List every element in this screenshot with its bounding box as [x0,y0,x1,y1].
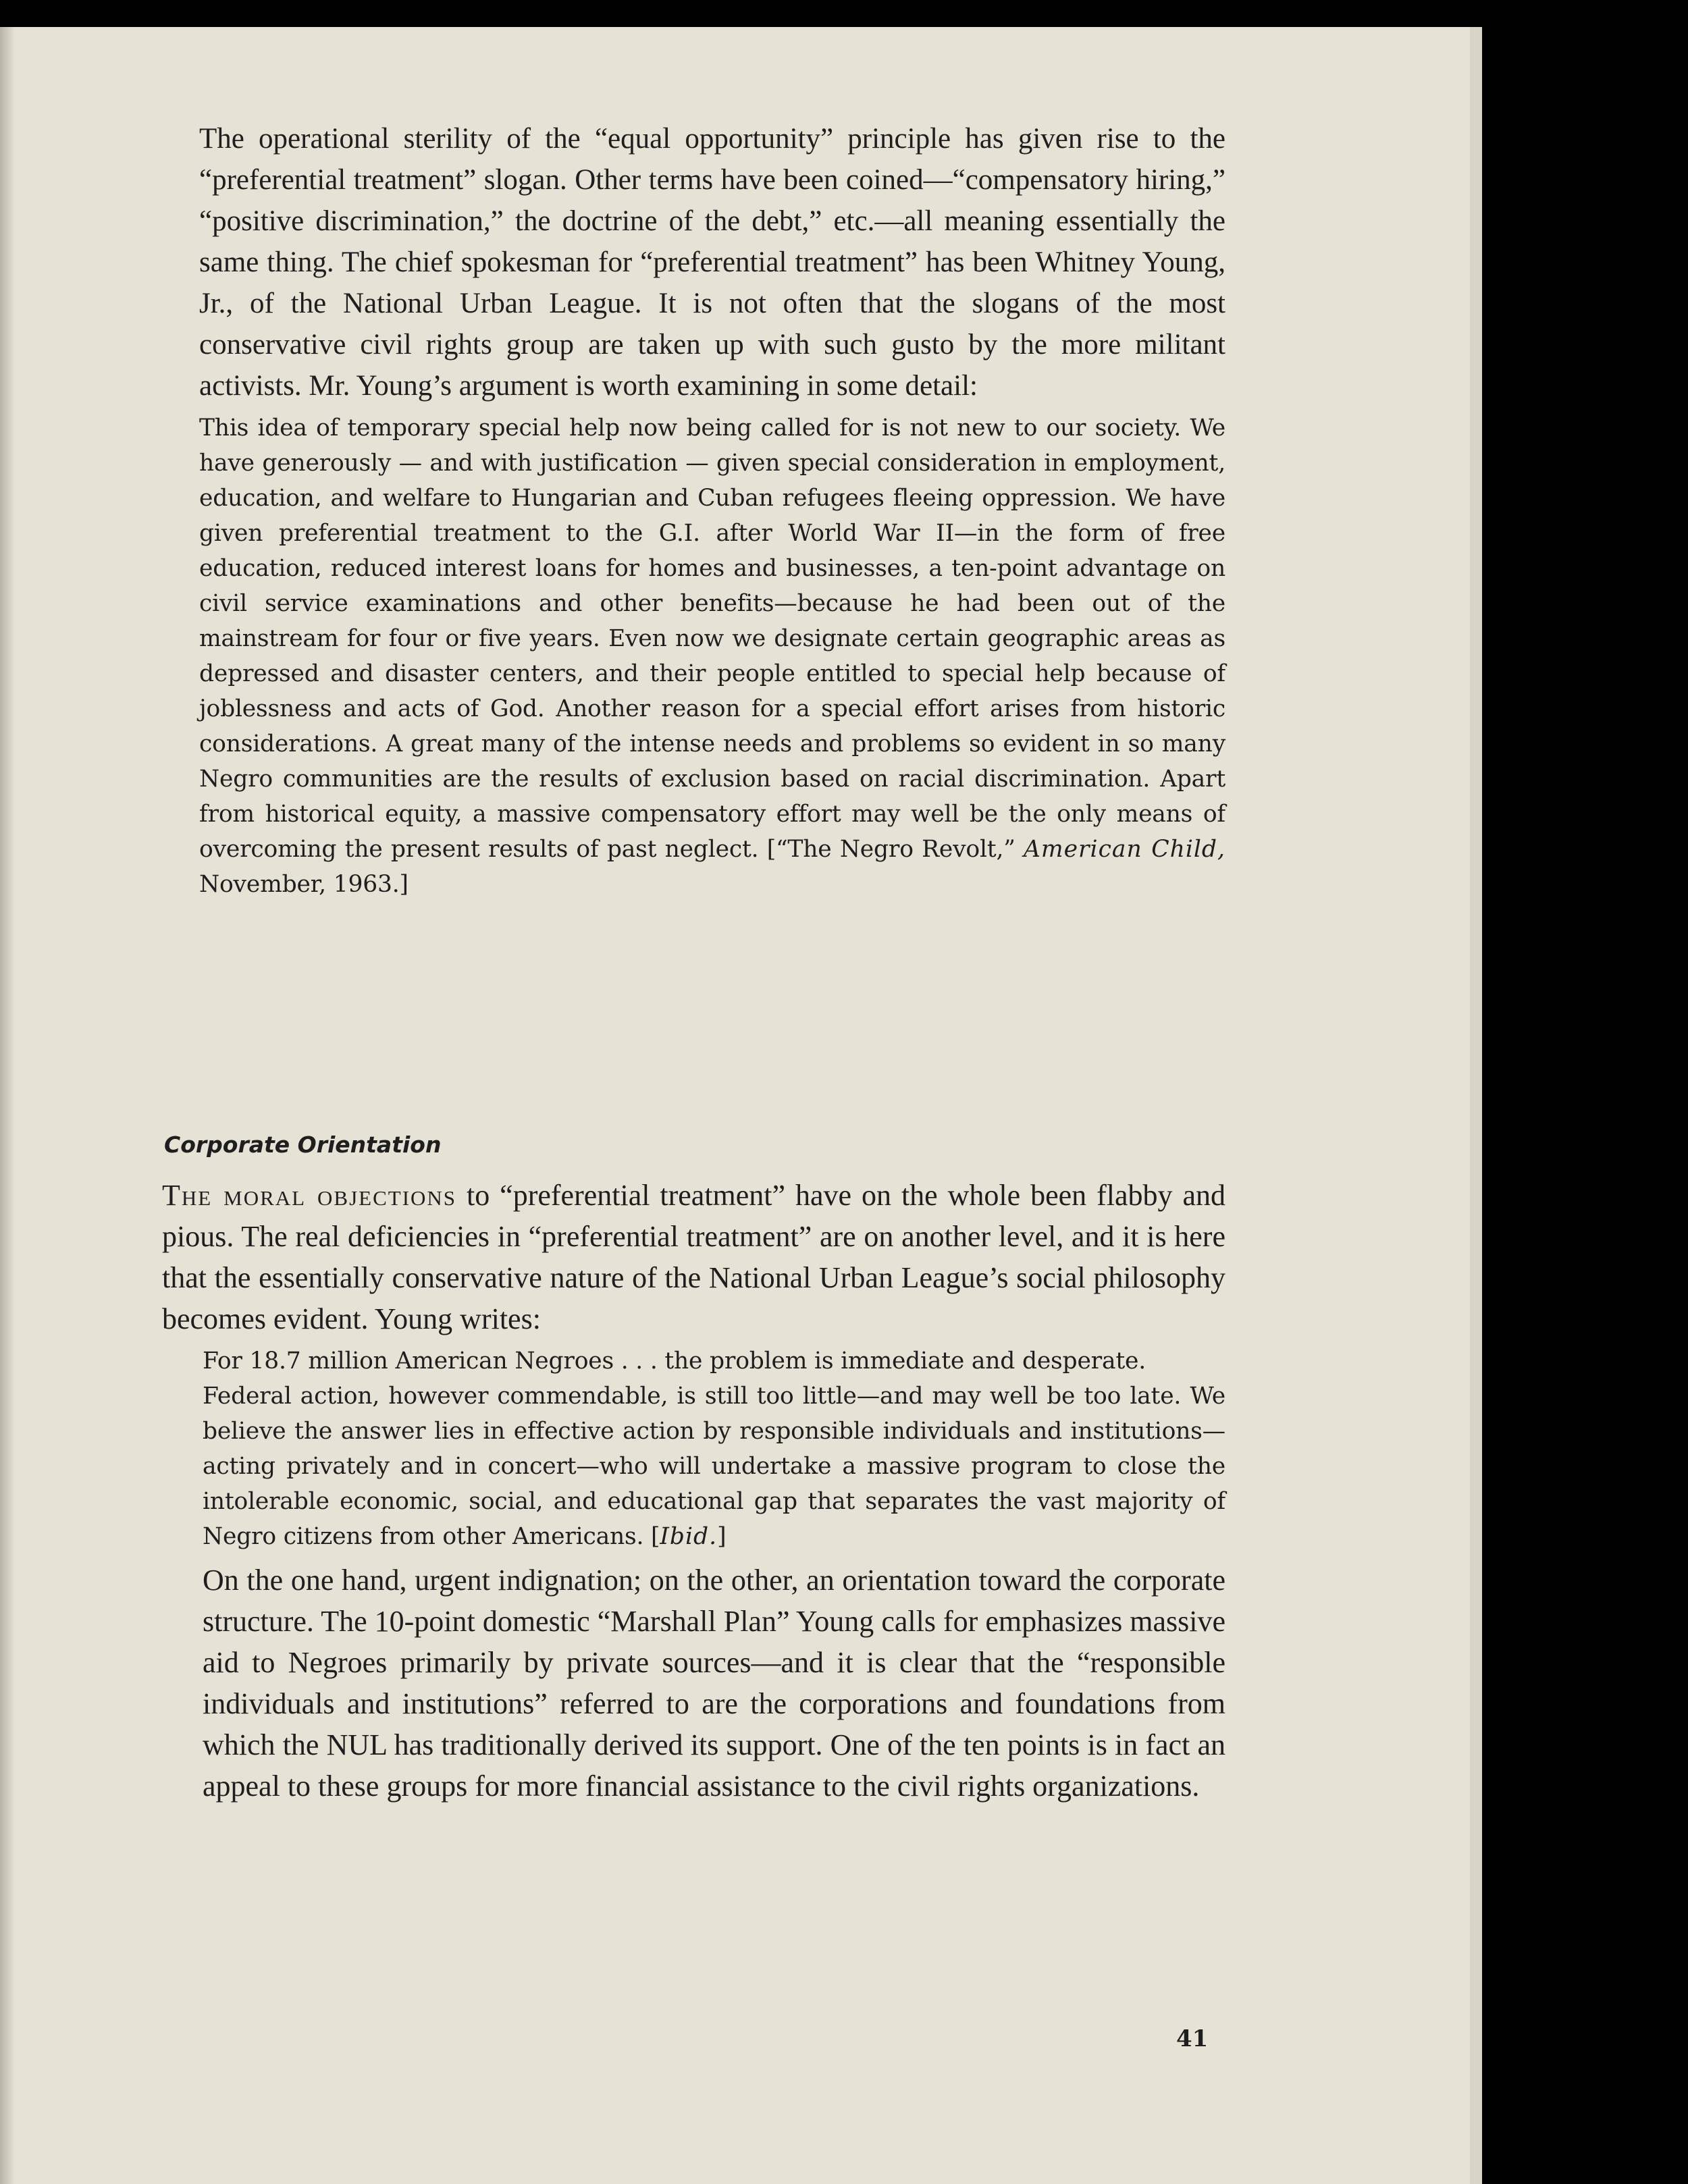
intro-paragraph: The operational sterility of the “equal opportunity” principle has given rise to the “preferential treatment” slogan. Other terms have been coined—“compensatory hiring,” “positive discrimination,” the doctrine of the debt,” etc.—all meaning essentially the same thing. The chief spokesman for “preferential treatment” has been Whitney Young, Jr., of the National Urban League. It is not often that the slogans of the most conservative civil rights group are taken up with such gusto by the more militant activists. Mr. Young’s argument is worth examining in some detail: [199,123,1225,402]
section-body [162,1175,1225,1807]
quote-line-1: For 18.7 million American Negroes . . . the problem is immediate and desperate. [203,1348,1146,1375]
lead-in: The moral objections [162,1179,457,1212]
closing-paragraph: On the one hand, urgent indignation; on the other, an orientation toward the corporate structure. The 10-point domestic “Marshall Plan” Young calls for emphasizes massive aid to Negroes primarily by private sources—and it is clear that the “responsible individuals and institutions” referred to are the corporations and foundations from which the NUL has traditionally derived its support. One of the ten points is in fact an appeal to these groups for more financial assistance to the civil rights organizations. [203,1564,1225,1803]
young-quote-text: This idea of temporary special help now being called for is not new to our society. We have generously — and with justification — given special consideration in employment, education, and welfare to Hungarian and Cuban refugees fleeing oppression. We have given preferential treatment to the G.I. after World War II—in the form of free education, reduced interest loans for homes and businesses, a ten-point advantage on civil service examinations and other benefits—because he had been out of the mainstream for four or five years. Even now we designate certain geographic areas as depressed and disaster centers, and their people entitled to special help because of joblessness and acts of God. Another reason for a special effort arises from historic considerations. A great many of the intense needs and problems so evident in so many Negro communities are the results of exclusion based on racial discrimination. Apart from historical equity, a massive compensatory effort may well be the only means of overcoming the present results of past neglect. [“The Negro Revolt,” [199,415,1225,863]
young-quote-body [199,410,1225,902]
quote-source-title: American Child, [1024,836,1225,863]
page-gutter [0,27,15,2184]
quote-line-2 [203,1379,1225,1554]
section-paragraph [162,1175,1225,1339]
ibid-citation: Ibid. [660,1523,718,1550]
young-quote-2 [203,1343,1225,1554]
section-heading: Corporate Orientation [164,1131,442,1158]
intro-block [199,118,1225,902]
quote-2-text: Federal action, however commendable, is still too little—and may well be too late. We believe the answer lies in effective action by responsible individuals and institutions—acting privately and in concert—who will undertake a massive program to close the intolerable economic, social, and educational gap that separates the vast majority of Negro citizens from other Americans. [ [203,1383,1225,1550]
page-number: 41 [1176,2025,1209,2052]
young-quote [199,410,1225,902]
book-page [0,27,1482,2184]
section-paragraph-text: to “preferential treatment” have on the whole been flabby and pious. The real deficiencies in “preferential treatment” are on another level, and it is here that the essentially conservative nature of the National Urban League’s social philosophy becomes evident. Young writes: [162,1179,1225,1335]
quote-source-date: November, 1963.] [199,871,408,898]
quote-2-end: ] [717,1523,727,1550]
